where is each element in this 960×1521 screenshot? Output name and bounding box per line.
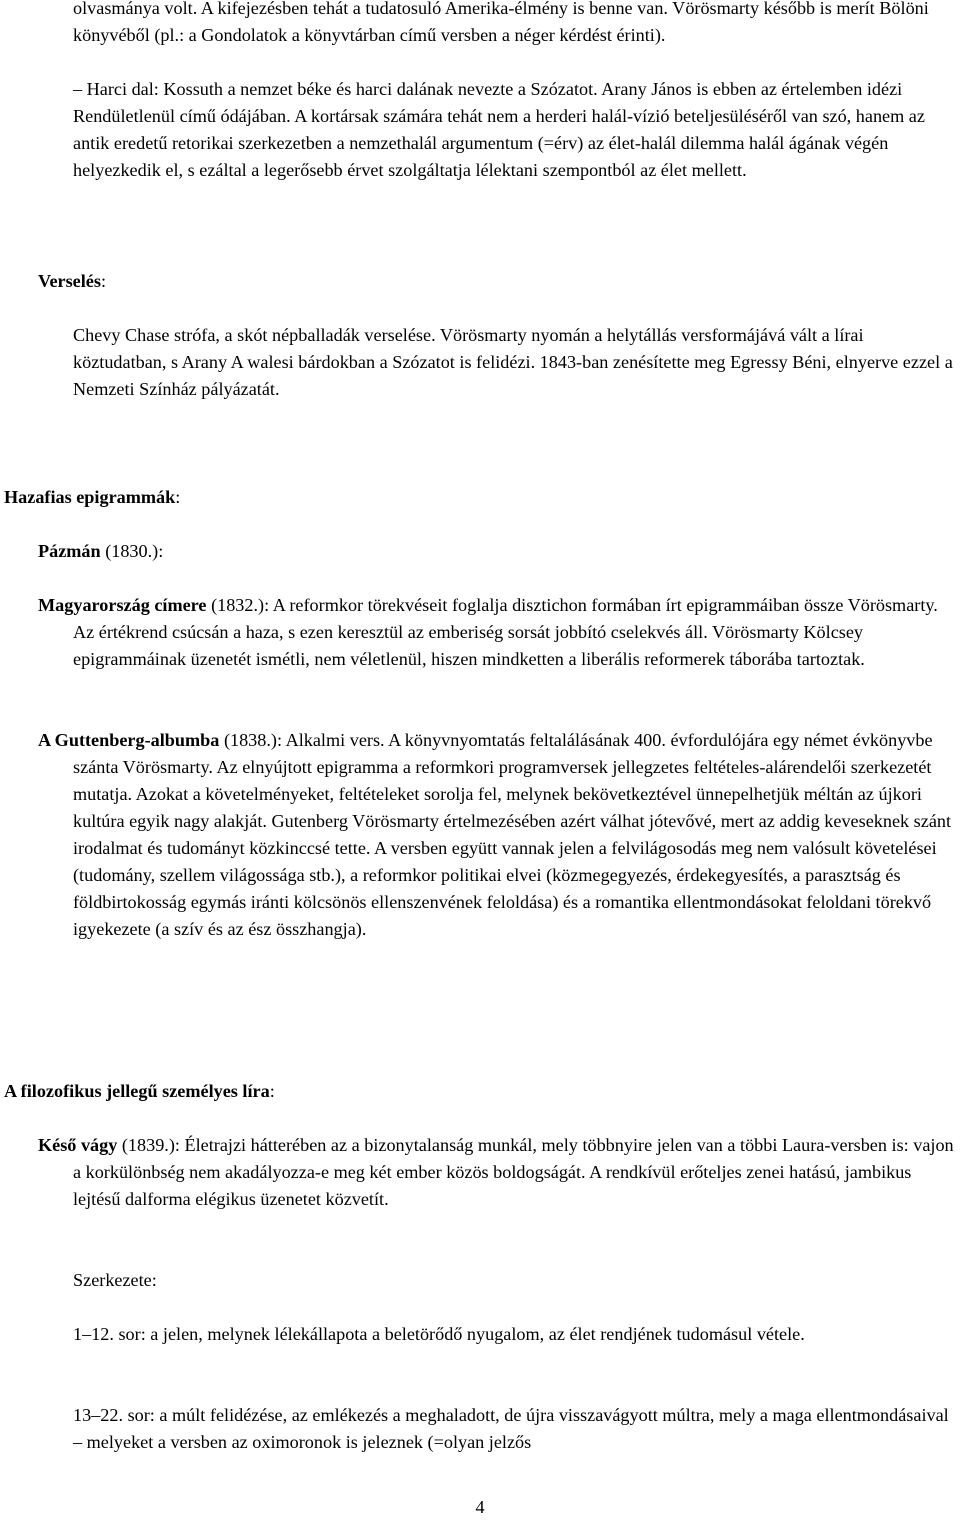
entry-keso-vagy: [38, 1132, 958, 1213]
entry-guttenberg-album: [38, 727, 958, 943]
entry-keso-vagy-text: (1839.): Életrajzi hátterében az a bizonytalanság munkál, mely többnyire jelen van a többi Laura-versben is: vajon a korkülönbség nem akadályozza-e meg két ember közös boldogságát. A rendkívül erőteljes zenei hatású, jambikus lejtésű dalforma elégikus üzenetet közvetít.: [73, 1135, 954, 1209]
page-number: 4: [475, 1497, 485, 1517]
paragraph-intro: olvasmánya volt. A kifejezésben tehát a tudatosuló Amerika-élmény is benne van. Vörösmarty később is merít Bölöni könyvéből (pl.: a Gondolatok a könyvtárban című versben a néger kérdést érinti).: [73, 0, 929, 45]
entry-keso-vagy-title: Késő vágy: [38, 1135, 118, 1155]
heading-verseles-text: Verselés: [38, 271, 101, 291]
heading-filozofikus: [4, 1078, 954, 1105]
heading-colon: :: [175, 487, 181, 507]
entry-guttenberg-title: A Guttenberg-albumba: [38, 730, 220, 750]
heading-hazafias-text: Hazafias epigrammák: [4, 487, 176, 507]
entry-pazman-title: Pázmán: [38, 541, 101, 561]
entry-magyarorszag-cimere: [38, 592, 958, 673]
entry-magyarorszag-text: (1832.): A reformkor törekvéseit foglalja disztichon formában írt epigrammáiban össze Vörösmarty. Az értékrend csúcsán a haza, s ezen keresztül az emberiség sorsát jobbító cselekvés áll. Vörösmarty Kölcsey epigrammáinak üzenetét ismétli, nem véletlenül, hiszen mindketten a liberális reformerek táborába tartoztak.: [73, 595, 938, 669]
paragraph-harci-dal: – Harci dal: Kossuth a nemzet béke és harci dalának nevezte a Szózatot. Arany János is ebben az értelemben idézi Rendületlenül című ódájában. A kortársak számára tehát nem a herderi halál-vízió beteljesüléséről van szó, hanem az antik eredetű retorikai szerkezetben a nemzethalál argumentum (=érv) az élet-halál dilemma halál ágának végén helyezkedik el, s ezáltal a legerősebb érvet szolgáltatja lélektani szempontból az élet mellett.: [73, 79, 925, 180]
heading-colon: :: [269, 1081, 275, 1101]
paragraph-verseles: Chevy Chase strófa, a skót népballadák verselése. Vörösmarty nyomán a helytállás versformájává vált a lírai köztudatban, s Arany A walesi bárdokban a Szózatot is felidézi. 1843-ban zenésítette meg Egressy Béni, elnyerve ezzel a Nemzeti Színház pályázatát.: [73, 325, 953, 399]
heading-colon: :: [100, 271, 107, 291]
entry-pazman-text: (1830.):: [100, 541, 164, 561]
heading-hazafias: [4, 484, 954, 511]
heading-verseles: [38, 268, 106, 295]
paragraph-structure-1: 1–12. sor: a jelen, melynek lélekállapota a beletörődő nyugalom, az élet rendjének tudomásul vétele.: [73, 1324, 805, 1344]
label-szerkezete: Szerkezete:: [73, 1270, 157, 1290]
paragraph-structure-2: 13–22. sor: a múlt felidézése, az emlékezés a meghaladott, de újra visszavágyott múltra, mely a maga ellentmondásaival – melyeket a versben az oximoronok is jeleznek (=olyan jelzős: [73, 1405, 949, 1452]
entry-pazman: [38, 538, 956, 565]
entry-guttenberg-text: (1838.): Alkalmi vers. A könyvnyomtatás feltalálásának 400. évfordulójára egy német évkönyvbe szánta Vörösmarty. Az elnyújtott epigramma a reformkori programversek jellegzetes feltételes-alárendelői szerkezetét mutatja. Azokat a követelményeket, feltételeket sorolja fel, melynek bekövetkeztével ünnepelhetjük méltán az újkori kultúra egyik nagy alakját. Gutenberg Vörösmarty értelmezésében azért válhat jótevővé, mert az addig keveseknek szánt irodalmat és tudományt közkinccsé tette. A versben együtt vannak jelen a felvilágosodás meg nem valósult követelései (tudomány, szellem világossága stb.), a reformkor politikai elvei (közmegegyezés, érdekegyesítés, a parasztság és földbirtokosság egymás iránti kölcsönös ellenszenvének feloldása) és a romantika ellentmondásokat feloldani törekvő igyekezete (a szív és az ész összhangja).: [73, 730, 952, 939]
heading-filozofikus-text: A filozofikus jellegű személyes líra: [4, 1081, 270, 1101]
entry-magyarorszag-title: Magyarország címere: [38, 595, 207, 615]
